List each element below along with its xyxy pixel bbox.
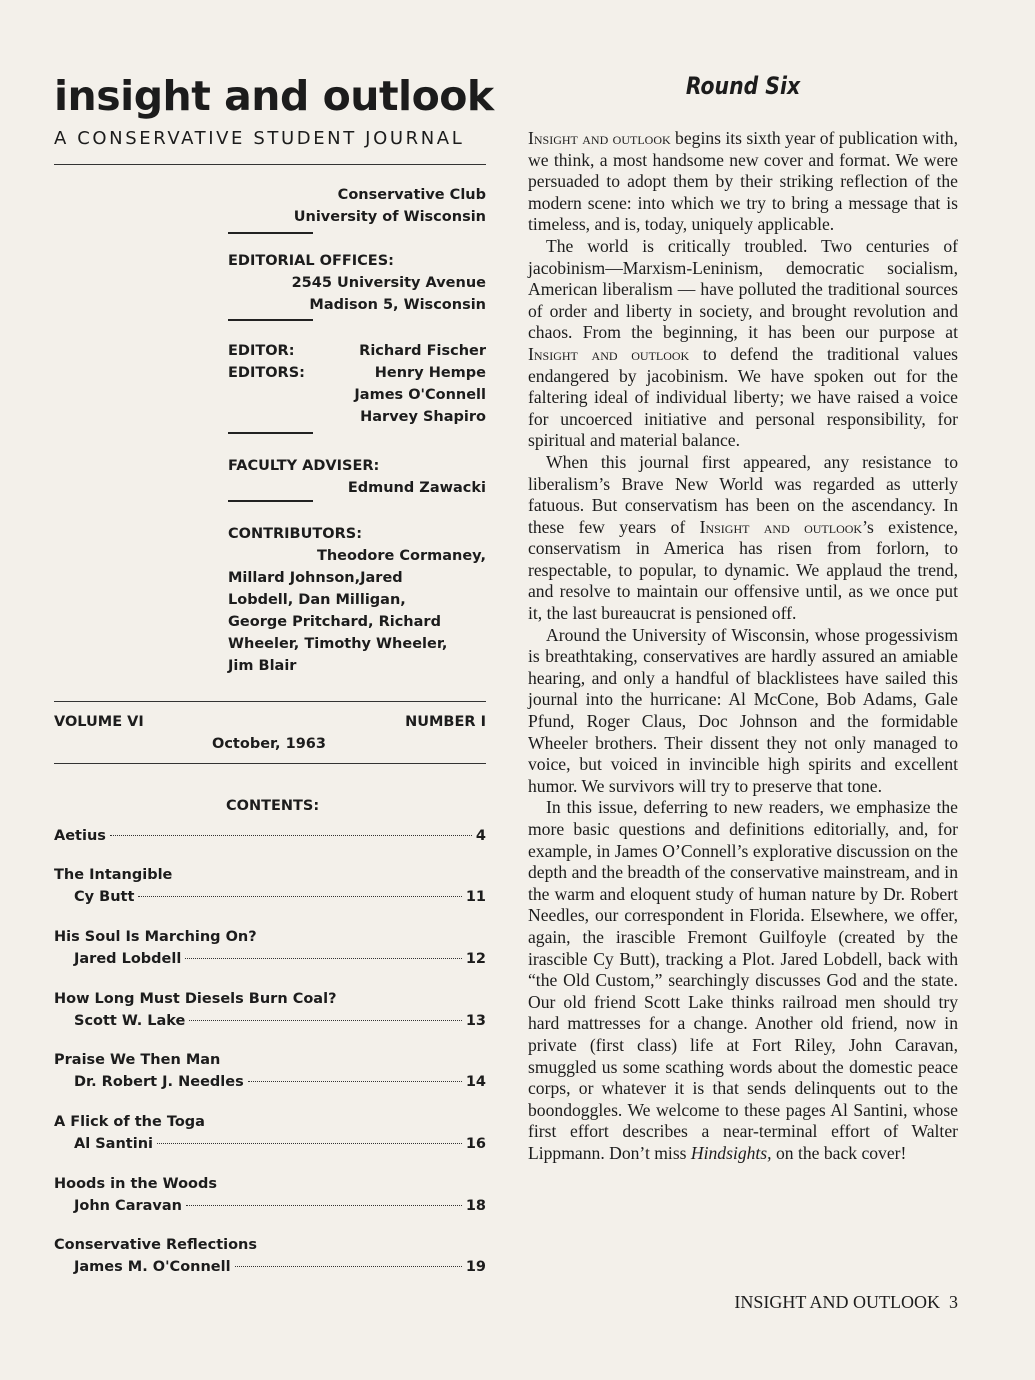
contributors-line: Jim Blair [228, 658, 297, 674]
issue-info [54, 711, 486, 755]
toc-page: 18 [465, 1198, 486, 1214]
toc-author: John Caravan [74, 1198, 182, 1214]
adviser-block [228, 455, 486, 499]
page-footer [680, 1292, 958, 1313]
contributors-line: George Pritchard, Richard [228, 614, 441, 630]
journal-name: Insight and outlook [699, 516, 863, 537]
divider [54, 763, 486, 764]
divider [228, 232, 313, 234]
toc-title[interactable]: Praise We Then Man [54, 1052, 221, 1068]
offices-heading: EDITORIAL OFFICES: [228, 253, 394, 269]
number-label: NUMBER I [405, 714, 486, 730]
toc-entry[interactable] [54, 1256, 486, 1278]
divider [228, 500, 313, 502]
editor-label: EDITOR: [228, 343, 295, 359]
editors-block [228, 340, 486, 428]
publisher-block [228, 184, 486, 228]
toc-entry[interactable] [54, 1195, 486, 1217]
leader-dots [235, 1266, 462, 1267]
paragraph: The world is critically troubled. Two centuries of jacobinism—Marxism-Leninism, democratic socialism, American liberalism — have polluted the traditional sources of order and liberty in society, and brought revolution and chaos. From the beginning, it has been our purpose at Insight and outlook to defend the traditional values endangered by jacobinism. We have spoken out for the faltering ideal of individual liberty; we have raised a voice for uncoerced initiative and personal responsibility, for spiritual and material balance. [528, 235, 958, 451]
leader-dots [248, 1081, 462, 1082]
contributors-line: Millard Johnson,Jared [228, 570, 403, 586]
contributors-line: Lobdell, Dan Milligan, [228, 592, 406, 608]
paragraph: Insight and outlook begins its sixth year of publication with, we think, a most handsome new cover and format. We were persuaded to adopt them by their striking reflection of the modern scene: into which we try to bring a message that is timeless, and is, today, uniquely applicable. [528, 128, 958, 235]
leader-dots [138, 896, 461, 897]
divider [54, 701, 486, 702]
toc-page: 14 [465, 1074, 486, 1090]
footer-journal-name: INSIGHT AND OUTLOOK [734, 1292, 940, 1312]
toc-title[interactable]: Conservative Reflections [54, 1237, 258, 1253]
editor-name: Henry Hempe [374, 365, 486, 381]
divider [228, 319, 313, 321]
toc-entry[interactable] [54, 1071, 486, 1093]
toc-title: Aetius [54, 828, 106, 844]
paragraph: In this issue, deferring to new readers, we emphasize the more basic questions and definitions editorially, and, for example, in James O’Connell’s explorative discussion on the depth and the breadth of the conservative mainstream, and in the warm and eloquent study of human nature by Dr. Robert Needles, our correspondent in Florida. Elsewhere, we offer, again, the irascible Fremont Guilfoyle (created by the irascible Cy Butt), tracking a Plot. Jared Lobdell, back with “the Old Custom,” searchingly discusses God and the state. Our old friend Scott Lake thinks railroad men should try hard mattresses for a change. Another old friend, now in private (first class) life at Fort Riley, John Caravan, smuggled us some scathing words about the domestic peace corps, or whatever it is that sends delinquents out to the boondoggles. We welcome to these pages Al Santini, whose first effort describes a near-terminal effort of Walter Lippmann. Don’t miss Hindsights, on the back cover! [528, 797, 958, 1163]
toc-page: 12 [465, 951, 486, 967]
contributors-line: Theodore Cormaney, [316, 548, 486, 564]
contributors-block [228, 523, 486, 677]
leader-dots [186, 1205, 462, 1206]
journal-name: Insight and outlook [528, 128, 671, 148]
toc-author: James M. O'Connell [74, 1259, 231, 1275]
editor-name: Richard Fischer [359, 343, 486, 359]
toc-page: 16 [465, 1136, 486, 1152]
toc-author: Scott W. Lake [74, 1013, 186, 1029]
divider [228, 432, 313, 434]
toc-author: Jared Lobdell [74, 951, 182, 967]
publisher-line: Conservative Club [337, 187, 486, 203]
paragraph: When this journal first appeared, any resistance to liberalism’s Brave New World was regarded as utterly fatuous. But conservatism has been on the ascendancy. In these few years of Insight and outlook’s existence, conservatism in America has risen from forlorn, to respectable, to popular, to dynamic. We applaud the trend, and resolve to maintain our offensive until, as we once put it, the last bureaucrat is pensioned off. [528, 451, 958, 624]
toc-title[interactable]: The Intangible [54, 867, 173, 883]
address-line: 2545 University Avenue [291, 275, 486, 291]
adviser-label: FACULTY ADVISER: [228, 458, 380, 474]
toc-author: Al Santini [74, 1136, 153, 1152]
toc-author: Dr. Robert J. Needles [74, 1074, 244, 1090]
publisher-line: University of Wisconsin [293, 209, 486, 225]
issue-date: October, 1963 [212, 736, 326, 752]
editorial-body [528, 128, 958, 1165]
editor-name: Harvey Shapiro [360, 409, 486, 425]
toc-entry[interactable] [54, 886, 486, 908]
toc-entry[interactable] [54, 948, 486, 970]
toc-page: 19 [465, 1259, 486, 1275]
editors-label: EDITORS: [228, 365, 305, 381]
journal-name: Insight and outlook [528, 343, 690, 364]
leader-dots [110, 835, 472, 836]
toc-author: Cy Butt [74, 889, 135, 905]
toc-title[interactable]: How Long Must Diesels Burn Coal? [54, 991, 337, 1007]
contributors-line: Wheeler, Timothy Wheeler, [228, 636, 448, 652]
paragraph: Around the University of Wisconsin, whose progessivism is breathtaking, conservatives are hardly assured an amiable hearing, and only a handful of blacklistees have sailed this journal into the hurricane: Al McCone, Bob Adams, Gale Pfund, Roger Claus, Doc Johnson and the formidable Wheeler brothers. Their dissent they not only managed to voice, but voiced in invincible high spirits and excellent humor. We survivors will try to preserve that tone. [528, 624, 958, 796]
editor-name: James O'Connell [354, 387, 486, 403]
toc-page: 4 [475, 828, 486, 844]
toc-title[interactable]: A Flick of the Toga [54, 1114, 205, 1130]
address-line: Madison 5, Wisconsin [309, 297, 486, 313]
leader-dots [185, 958, 461, 959]
toc-title[interactable]: Hoods in the Woods [54, 1176, 218, 1192]
volume-label: VOLUME VI [54, 714, 144, 730]
toc-entry[interactable] [54, 825, 486, 847]
journal-subtitle: A CONSERVATIVE STUDENT JOURNAL [54, 128, 465, 149]
adviser-name: Edmund Zawacki [347, 480, 486, 496]
toc-page: 11 [465, 889, 486, 905]
offices-block [228, 250, 486, 316]
editorial-title: Round Six [685, 72, 801, 100]
leader-dots [157, 1143, 462, 1144]
contributors-label: CONTRIBUTORS: [228, 526, 363, 542]
divider [54, 164, 486, 165]
contents-heading: CONTENTS: [226, 798, 320, 814]
hindsights-title: Hindsights, [690, 1142, 772, 1163]
page-number: 3 [949, 1292, 958, 1312]
toc-entry[interactable] [54, 1010, 486, 1032]
toc-page: 13 [465, 1013, 486, 1029]
toc-title[interactable]: His Soul Is Marching On? [54, 929, 257, 945]
toc-entry[interactable] [54, 1133, 486, 1155]
leader-dots [189, 1020, 461, 1021]
journal-title: insight and outlook [54, 72, 494, 120]
